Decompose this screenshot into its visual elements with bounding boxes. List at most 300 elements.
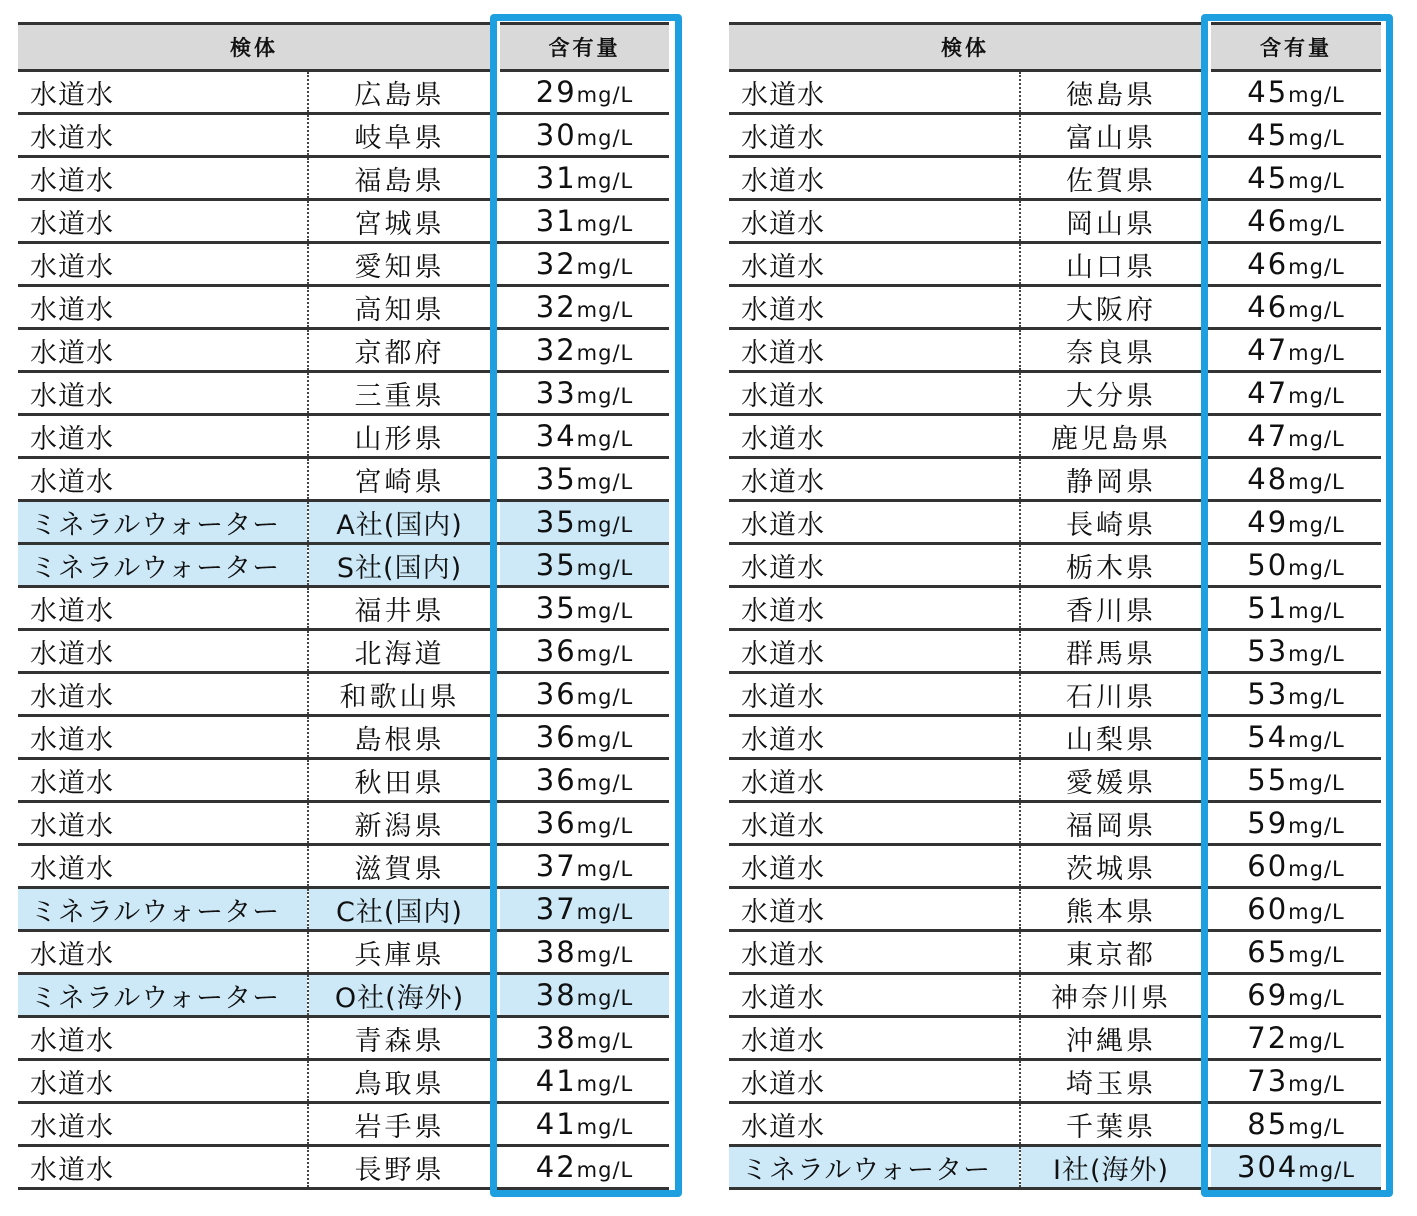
column-gap bbox=[1201, 71, 1211, 114]
column-gap bbox=[490, 114, 500, 157]
content-number: 36 bbox=[535, 677, 577, 711]
column-gap bbox=[490, 24, 500, 71]
column-gap bbox=[490, 501, 500, 544]
table-row bbox=[729, 974, 1381, 1017]
specimen-type: 水道水 bbox=[729, 71, 1020, 114]
content-unit: mg/L bbox=[1288, 169, 1345, 193]
table-row bbox=[18, 458, 669, 501]
table-row bbox=[18, 931, 669, 974]
specimen-source: 島根県 bbox=[308, 716, 490, 759]
specimen-type: 水道水 bbox=[18, 1017, 308, 1060]
column-gap bbox=[490, 587, 500, 630]
table-row bbox=[18, 716, 669, 759]
content-number: 60 bbox=[1247, 849, 1289, 883]
content-unit: mg/L bbox=[1288, 986, 1345, 1010]
content-number: 34 bbox=[535, 419, 577, 453]
specimen-type: 水道水 bbox=[18, 458, 308, 501]
specimen-type: 水道水 bbox=[18, 587, 308, 630]
content-number: 36 bbox=[535, 763, 577, 797]
specimen-source: 佐賀県 bbox=[1020, 157, 1201, 200]
column-gap bbox=[1201, 24, 1211, 71]
specimen-source: 群馬県 bbox=[1020, 630, 1201, 673]
column-gap bbox=[490, 1146, 500, 1189]
content-value bbox=[500, 415, 669, 458]
content-value bbox=[500, 630, 669, 673]
content-value bbox=[1211, 931, 1381, 974]
specimen-type: 水道水 bbox=[18, 243, 308, 286]
specimen-source: I社(海外) bbox=[1020, 1146, 1201, 1189]
specimen-type: 水道水 bbox=[18, 716, 308, 759]
content-unit: mg/L bbox=[1288, 685, 1345, 709]
table-row bbox=[729, 415, 1381, 458]
specimen-type: 水道水 bbox=[18, 759, 308, 802]
column-gap bbox=[1201, 673, 1211, 716]
content-value bbox=[1211, 630, 1381, 673]
table-row bbox=[729, 888, 1381, 931]
column-gap bbox=[1201, 200, 1211, 243]
column-gap bbox=[1201, 114, 1211, 157]
column-gap bbox=[1201, 845, 1211, 888]
specimen-source: 富山県 bbox=[1020, 114, 1201, 157]
content-number: 42 bbox=[535, 1150, 577, 1184]
content-unit: mg/L bbox=[576, 298, 634, 322]
content-number: 53 bbox=[1247, 634, 1289, 668]
specimen-type: 水道水 bbox=[729, 845, 1020, 888]
column-gap bbox=[1201, 286, 1211, 329]
header-content: 含有量 bbox=[1211, 24, 1381, 71]
content-unit: mg/L bbox=[576, 1158, 634, 1182]
specimen-type: 水道水 bbox=[18, 286, 308, 329]
specimen-type: 水道水 bbox=[729, 802, 1020, 845]
specimen-source: O社(海外) bbox=[308, 974, 490, 1017]
content-number: 38 bbox=[535, 978, 577, 1012]
content-value bbox=[1211, 415, 1381, 458]
specimen-source: 石川県 bbox=[1020, 673, 1201, 716]
specimen-source: 東京都 bbox=[1020, 931, 1201, 974]
specimen-source: 兵庫県 bbox=[308, 931, 490, 974]
content-table-right bbox=[729, 22, 1381, 1190]
content-value bbox=[500, 286, 669, 329]
content-unit: mg/L bbox=[1288, 341, 1345, 365]
content-unit: mg/L bbox=[576, 427, 634, 451]
specimen-source: 長崎県 bbox=[1020, 501, 1201, 544]
specimen-source: S社(国内) bbox=[308, 544, 490, 587]
content-unit: mg/L bbox=[1288, 900, 1345, 924]
table-row bbox=[729, 157, 1381, 200]
content-unit: mg/L bbox=[1288, 642, 1345, 666]
column-gap bbox=[490, 415, 500, 458]
specimen-type: 水道水 bbox=[18, 415, 308, 458]
content-number: 73 bbox=[1247, 1064, 1289, 1098]
content-value bbox=[1211, 1146, 1381, 1189]
specimen-type: 水道水 bbox=[18, 157, 308, 200]
specimen-type: 水道水 bbox=[729, 716, 1020, 759]
table-body-left bbox=[18, 71, 669, 1189]
column-gap bbox=[490, 931, 500, 974]
content-value bbox=[500, 716, 669, 759]
content-number: 48 bbox=[1247, 462, 1289, 496]
specimen-type: 水道水 bbox=[18, 200, 308, 243]
column-gap bbox=[490, 673, 500, 716]
table-row bbox=[18, 71, 669, 114]
specimen-type: 水道水 bbox=[729, 888, 1020, 931]
column-gap bbox=[1201, 1146, 1211, 1189]
content-number: 72 bbox=[1247, 1021, 1289, 1055]
header-content: 含有量 bbox=[500, 24, 669, 71]
specimen-type: 水道水 bbox=[729, 1103, 1020, 1146]
content-value bbox=[500, 931, 669, 974]
column-gap bbox=[1201, 243, 1211, 286]
table-row bbox=[18, 888, 669, 931]
specimen-source: 栃木県 bbox=[1020, 544, 1201, 587]
specimen-type: 水道水 bbox=[18, 845, 308, 888]
content-value bbox=[500, 673, 669, 716]
content-unit: mg/L bbox=[576, 1115, 634, 1139]
content-value bbox=[500, 458, 669, 501]
specimen-source: 岩手県 bbox=[308, 1103, 490, 1146]
column-gap bbox=[490, 759, 500, 802]
specimen-type: 水道水 bbox=[729, 544, 1020, 587]
content-value bbox=[500, 1060, 669, 1103]
table-row bbox=[18, 286, 669, 329]
column-gap bbox=[1201, 888, 1211, 931]
table-row bbox=[18, 630, 669, 673]
specimen-source: 山梨県 bbox=[1020, 716, 1201, 759]
specimen-type: 水道水 bbox=[729, 458, 1020, 501]
content-number: 35 bbox=[535, 548, 577, 582]
content-value bbox=[500, 372, 669, 415]
specimen-source: 神奈川県 bbox=[1020, 974, 1201, 1017]
column-gap bbox=[490, 329, 500, 372]
column-gap bbox=[490, 372, 500, 415]
content-value bbox=[1211, 372, 1381, 415]
column-gap bbox=[1201, 1017, 1211, 1060]
content-unit: mg/L bbox=[1288, 126, 1345, 150]
content-number: 30 bbox=[535, 118, 577, 152]
table-row bbox=[729, 716, 1381, 759]
content-number: 45 bbox=[1247, 75, 1289, 109]
specimen-type: 水道水 bbox=[18, 630, 308, 673]
content-value bbox=[1211, 286, 1381, 329]
column-gap bbox=[1201, 1103, 1211, 1146]
header-specimen: 検体 bbox=[18, 24, 490, 71]
specimen-source: 北海道 bbox=[308, 630, 490, 673]
table-row bbox=[18, 802, 669, 845]
specimen-type: 水道水 bbox=[18, 1146, 308, 1189]
content-value bbox=[1211, 974, 1381, 1017]
table-row bbox=[729, 1017, 1381, 1060]
table-row bbox=[729, 931, 1381, 974]
content-number: 46 bbox=[1247, 290, 1289, 324]
content-value bbox=[1211, 200, 1381, 243]
content-value bbox=[500, 157, 669, 200]
specimen-type: 水道水 bbox=[729, 630, 1020, 673]
column-gap bbox=[1201, 759, 1211, 802]
table-row bbox=[18, 544, 669, 587]
table-row bbox=[18, 200, 669, 243]
content-number: 35 bbox=[535, 462, 577, 496]
content-value bbox=[500, 544, 669, 587]
column-gap bbox=[1201, 157, 1211, 200]
table-row bbox=[729, 544, 1381, 587]
column-gap bbox=[490, 716, 500, 759]
specimen-type: 水道水 bbox=[729, 243, 1020, 286]
column-gap bbox=[490, 802, 500, 845]
table-row bbox=[18, 114, 669, 157]
specimen-type: ミネラルウォーター bbox=[729, 1146, 1020, 1189]
column-gap bbox=[490, 200, 500, 243]
table-body-right bbox=[729, 71, 1381, 1189]
content-unit: mg/L bbox=[576, 943, 634, 967]
content-number: 47 bbox=[1247, 333, 1289, 367]
column-gap bbox=[490, 630, 500, 673]
specimen-source: 新潟県 bbox=[308, 802, 490, 845]
specimen-source: 高知県 bbox=[308, 286, 490, 329]
content-number: 59 bbox=[1247, 806, 1289, 840]
content-number: 32 bbox=[535, 247, 577, 281]
specimen-type: 水道水 bbox=[729, 157, 1020, 200]
content-value bbox=[500, 1017, 669, 1060]
table-row bbox=[729, 329, 1381, 372]
specimen-type: 水道水 bbox=[729, 931, 1020, 974]
content-number: 31 bbox=[535, 204, 577, 238]
content-value bbox=[500, 974, 669, 1017]
table-row bbox=[729, 372, 1381, 415]
column-gap bbox=[1201, 587, 1211, 630]
content-number: 304 bbox=[1237, 1150, 1299, 1184]
specimen-source: 徳島県 bbox=[1020, 71, 1201, 114]
content-value bbox=[500, 587, 669, 630]
content-number: 37 bbox=[535, 892, 577, 926]
content-number: 38 bbox=[535, 935, 577, 969]
specimen-source: 愛知県 bbox=[308, 243, 490, 286]
table-row bbox=[729, 1060, 1381, 1103]
specimen-type: 水道水 bbox=[729, 759, 1020, 802]
content-unit: mg/L bbox=[1288, 298, 1345, 322]
specimen-source: 鳥取県 bbox=[308, 1060, 490, 1103]
column-gap bbox=[490, 157, 500, 200]
content-number: 45 bbox=[1247, 118, 1289, 152]
content-unit: mg/L bbox=[576, 169, 634, 193]
column-gap bbox=[1201, 544, 1211, 587]
table-row bbox=[18, 415, 669, 458]
table-row bbox=[729, 673, 1381, 716]
content-value bbox=[1211, 673, 1381, 716]
column-gap bbox=[490, 286, 500, 329]
content-number: 49 bbox=[1247, 505, 1289, 539]
table-row bbox=[18, 759, 669, 802]
column-gap bbox=[490, 243, 500, 286]
content-value bbox=[1211, 157, 1381, 200]
content-value bbox=[500, 329, 669, 372]
specimen-source: 静岡県 bbox=[1020, 458, 1201, 501]
column-gap bbox=[1201, 802, 1211, 845]
table-row bbox=[18, 501, 669, 544]
specimen-type: 水道水 bbox=[729, 501, 1020, 544]
column-gap bbox=[1201, 329, 1211, 372]
specimen-source: 長野県 bbox=[308, 1146, 490, 1189]
specimen-source: 熊本県 bbox=[1020, 888, 1201, 931]
content-value bbox=[500, 71, 669, 114]
column-gap bbox=[1201, 630, 1211, 673]
specimen-type: 水道水 bbox=[18, 114, 308, 157]
content-number: 46 bbox=[1247, 247, 1289, 281]
content-number: 65 bbox=[1247, 935, 1289, 969]
table-row bbox=[729, 587, 1381, 630]
specimen-type: 水道水 bbox=[729, 114, 1020, 157]
content-value bbox=[1211, 888, 1381, 931]
specimen-source: 和歌山県 bbox=[308, 673, 490, 716]
content-unit: mg/L bbox=[576, 771, 634, 795]
content-unit: mg/L bbox=[1288, 255, 1345, 279]
column-gap bbox=[1201, 415, 1211, 458]
content-value bbox=[1211, 1060, 1381, 1103]
content-number: 46 bbox=[1247, 204, 1289, 238]
table-row bbox=[18, 974, 669, 1017]
content-number: 51 bbox=[1247, 591, 1289, 625]
content-value bbox=[1211, 587, 1381, 630]
content-unit: mg/L bbox=[1288, 728, 1345, 752]
specimen-type: ミネラルウォーター bbox=[18, 544, 308, 587]
specimen-type: 水道水 bbox=[729, 415, 1020, 458]
specimen-source: 宮崎県 bbox=[308, 458, 490, 501]
column-gap bbox=[1201, 974, 1211, 1017]
specimen-source: 大分県 bbox=[1020, 372, 1201, 415]
content-number: 32 bbox=[535, 290, 577, 324]
specimen-source: 大阪府 bbox=[1020, 286, 1201, 329]
table-row bbox=[729, 845, 1381, 888]
specimen-source: 秋田県 bbox=[308, 759, 490, 802]
table-header-row bbox=[18, 24, 669, 71]
content-number: 45 bbox=[1247, 161, 1289, 195]
table-row bbox=[729, 71, 1381, 114]
column-gap bbox=[1201, 458, 1211, 501]
table-row bbox=[18, 1103, 669, 1146]
content-value bbox=[1211, 716, 1381, 759]
content-value bbox=[1211, 1103, 1381, 1146]
content-value bbox=[500, 243, 669, 286]
specimen-type: 水道水 bbox=[18, 1103, 308, 1146]
content-number: 69 bbox=[1247, 978, 1289, 1012]
content-unit: mg/L bbox=[576, 513, 634, 537]
content-unit: mg/L bbox=[576, 685, 634, 709]
column-gap bbox=[490, 888, 500, 931]
content-value bbox=[1211, 458, 1381, 501]
content-unit: mg/L bbox=[576, 1072, 634, 1096]
column-gap bbox=[490, 1103, 500, 1146]
content-value bbox=[500, 845, 669, 888]
header-specimen: 検体 bbox=[729, 24, 1201, 71]
specimen-source: 鹿児島県 bbox=[1020, 415, 1201, 458]
content-table-left bbox=[18, 22, 669, 1190]
table-row bbox=[729, 243, 1381, 286]
content-value bbox=[500, 114, 669, 157]
specimen-type: ミネラルウォーター bbox=[18, 501, 308, 544]
table-row bbox=[729, 759, 1381, 802]
column-gap bbox=[490, 1060, 500, 1103]
content-unit: mg/L bbox=[576, 599, 634, 623]
column-gap bbox=[1201, 372, 1211, 415]
content-number: 41 bbox=[535, 1064, 577, 1098]
content-unit: mg/L bbox=[576, 857, 634, 881]
specimen-type: 水道水 bbox=[729, 1017, 1020, 1060]
specimen-source: 三重県 bbox=[308, 372, 490, 415]
content-number: 29 bbox=[535, 75, 577, 109]
specimen-type: 水道水 bbox=[18, 931, 308, 974]
content-unit: mg/L bbox=[1288, 771, 1345, 795]
content-unit: mg/L bbox=[1288, 556, 1345, 580]
content-unit: mg/L bbox=[576, 728, 634, 752]
column-gap bbox=[490, 544, 500, 587]
specimen-source: 茨城県 bbox=[1020, 845, 1201, 888]
table-row bbox=[729, 1103, 1381, 1146]
content-value bbox=[500, 888, 669, 931]
content-unit: mg/L bbox=[1288, 470, 1345, 494]
content-value bbox=[500, 1103, 669, 1146]
content-unit: mg/L bbox=[576, 642, 634, 666]
content-number: 36 bbox=[535, 634, 577, 668]
table-row bbox=[18, 673, 669, 716]
specimen-type: 水道水 bbox=[729, 329, 1020, 372]
content-unit: mg/L bbox=[1288, 814, 1345, 838]
content-value bbox=[1211, 71, 1381, 114]
content-number: 50 bbox=[1247, 548, 1289, 582]
content-unit: mg/L bbox=[1288, 212, 1345, 236]
column-gap bbox=[1201, 501, 1211, 544]
specimen-type: 水道水 bbox=[18, 329, 308, 372]
content-unit: mg/L bbox=[1288, 599, 1345, 623]
specimen-type: ミネラルウォーター bbox=[18, 888, 308, 931]
specimen-source: 広島県 bbox=[308, 71, 490, 114]
table-row bbox=[18, 587, 669, 630]
content-number: 85 bbox=[1247, 1107, 1289, 1141]
specimen-type: 水道水 bbox=[729, 372, 1020, 415]
specimen-type: 水道水 bbox=[729, 974, 1020, 1017]
specimen-source: 奈良県 bbox=[1020, 329, 1201, 372]
content-number: 36 bbox=[535, 720, 577, 754]
content-unit: mg/L bbox=[1288, 1072, 1345, 1096]
specimen-source: 福島県 bbox=[308, 157, 490, 200]
table-row bbox=[18, 243, 669, 286]
specimen-type: 水道水 bbox=[729, 587, 1020, 630]
content-unit: mg/L bbox=[576, 83, 634, 107]
specimen-type: 水道水 bbox=[18, 802, 308, 845]
content-value bbox=[500, 759, 669, 802]
specimen-type: 水道水 bbox=[18, 673, 308, 716]
content-unit: mg/L bbox=[576, 986, 634, 1010]
column-gap bbox=[1201, 716, 1211, 759]
specimen-type: 水道水 bbox=[729, 673, 1020, 716]
table-row bbox=[729, 802, 1381, 845]
column-gap bbox=[490, 845, 500, 888]
content-unit: mg/L bbox=[576, 814, 634, 838]
specimen-source: 宮城県 bbox=[308, 200, 490, 243]
specimen-source: 滋賀県 bbox=[308, 845, 490, 888]
specimen-source: A社(国内) bbox=[308, 501, 490, 544]
content-value bbox=[1211, 501, 1381, 544]
content-value bbox=[1211, 1017, 1381, 1060]
table-row bbox=[18, 1146, 669, 1189]
specimen-source: 福岡県 bbox=[1020, 802, 1201, 845]
specimen-type: 水道水 bbox=[729, 1060, 1020, 1103]
column-gap bbox=[490, 71, 500, 114]
content-unit: mg/L bbox=[1298, 1158, 1355, 1182]
content-unit: mg/L bbox=[576, 255, 634, 279]
table-row bbox=[729, 630, 1381, 673]
content-number: 60 bbox=[1247, 892, 1289, 926]
table-row bbox=[729, 501, 1381, 544]
table-header-row bbox=[729, 24, 1381, 71]
